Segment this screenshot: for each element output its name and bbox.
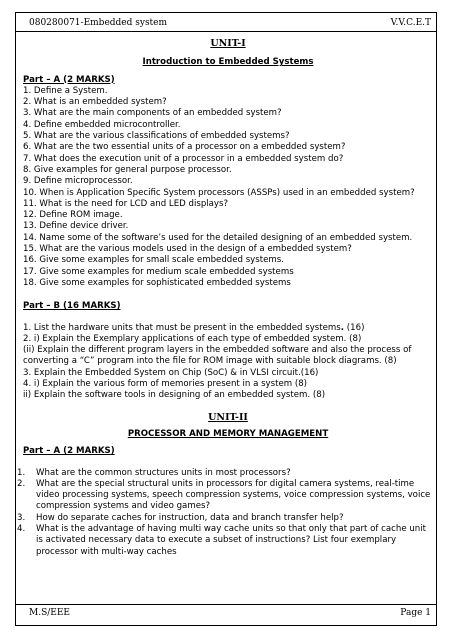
unit2-subtitle: PROCESSOR AND MEMORY MANAGEMENT [127, 428, 329, 439]
unit2-partA-list [17, 467, 433, 558]
list-item [17, 512, 433, 524]
unit1-partB-list [23, 323, 433, 402]
list-item: 3. What are the main components of an embedded system? [23, 108, 282, 119]
list-item: 4. Define embedded microcontroller. [23, 119, 181, 130]
list-item [17, 478, 433, 513]
list-item-text: What are the common structures units in most processors? [36, 467, 291, 478]
unit1-title: UNIT-I [210, 38, 246, 49]
list-item-text: What are the special structural units in processors for digital camera systems, real-time video processing systems, speech compression systems, voice compression systems, voice compression systems and video games? [36, 478, 431, 512]
list-item: 3. Explain the Embedded System on Chip (SoC) & in VLSI circuit.(16) [23, 367, 319, 378]
list-item [17, 467, 433, 479]
list-item: 2. i) Explain the Exemplary applications of each type of embedded system. (8) [23, 333, 362, 344]
list-item: 6. What are the two essential units of a processor on a embedded system? [23, 142, 346, 153]
unit1-partA-heading: Part – A (2 MARKS) [23, 74, 115, 85]
list-item-number: 3. [17, 512, 26, 523]
list-item: 8. Give examples for general purpose processor. [23, 164, 232, 175]
unit2-title: UNIT-II [208, 411, 248, 423]
list-item-number: 2. [17, 478, 26, 489]
list-item: ii) Explain the software tools in designing of an embedded system. (8) [23, 390, 326, 401]
list-item: 15. What are the various models used in the design of a embedded system? [23, 244, 352, 255]
list-item-text: What is the advantage of having multi way cache units so that only that part of cache unit is activated necessary data to execute a subset of instructions? List four exemplary processor with multi-way caches [36, 523, 427, 557]
list-item-number: 1. [17, 467, 26, 478]
list-item-marks: (16) [344, 322, 365, 333]
list-item: 2. What is an embedded system? [23, 97, 167, 108]
list-item: (ii) Explain the different program layers in the embedded software and also the process of [23, 345, 412, 356]
header-rule [15, 31, 437, 32]
list-item: 14. Name some of the software’s used for the detailed designing of an embedded system. [23, 232, 413, 243]
footer-page-number: Page 1 [400, 608, 431, 618]
list-item: 18. Give some examples for sophisticated embedded systems [23, 277, 291, 288]
list-item: 11. What is the need for LCD and LED displays? [23, 198, 229, 209]
unit1-partB-heading: Part – B (16 MARKS) [23, 301, 121, 312]
list-item-bold-period: . [340, 322, 345, 333]
list-item: 17. Give some examples for medium scale embedded systems [23, 266, 294, 277]
page-header [15, 14, 437, 32]
header-college: V.V.C.E.T [390, 18, 431, 28]
unit2-partA-heading: Part – A (2 MARKS) [23, 446, 115, 457]
list-item: 10. When is Application Specific System processors (ASSPs) used in an embedded system? [23, 187, 415, 198]
document-body [17, 38, 433, 558]
list-item: 13. Define device driver. [23, 221, 129, 232]
list-item: 9. Define microprocessor. [23, 176, 133, 187]
footer-department: M.S/EEE [29, 608, 70, 618]
list-item-number: 4. [17, 523, 26, 534]
list-item-text: 1. List the hardware units that must be present in the embedded systems [23, 322, 341, 333]
list-item: 16. Give some examples for small scale embedded systems. [23, 255, 284, 266]
unit1-subtitle: Introduction to Embedded Systems [142, 57, 314, 68]
list-item: 7. What does the execution unit of a processor in a embedded system do? [23, 153, 344, 164]
page-footer [15, 606, 437, 624]
list-item: 4. i) Explain the various form of memories present in a system (8) [23, 379, 308, 390]
list-item-text: How do separate caches for instruction, data and branch transfer help? [36, 512, 344, 523]
list-item: 5. What are the various classifications of embedded systems? [23, 131, 290, 142]
unit1-partA-list [23, 86, 433, 289]
list-item [17, 523, 433, 558]
list-item: converting a “C” program into the file for ROM image with suitable block diagrams. (8) [23, 356, 397, 367]
list-item: 1. Define a System. [23, 85, 108, 96]
header-course: 080280071-Embedded system [29, 18, 168, 28]
list-item [23, 323, 433, 334]
list-item: 12. Define ROM image. [23, 210, 123, 221]
footer-rule [15, 604, 437, 605]
